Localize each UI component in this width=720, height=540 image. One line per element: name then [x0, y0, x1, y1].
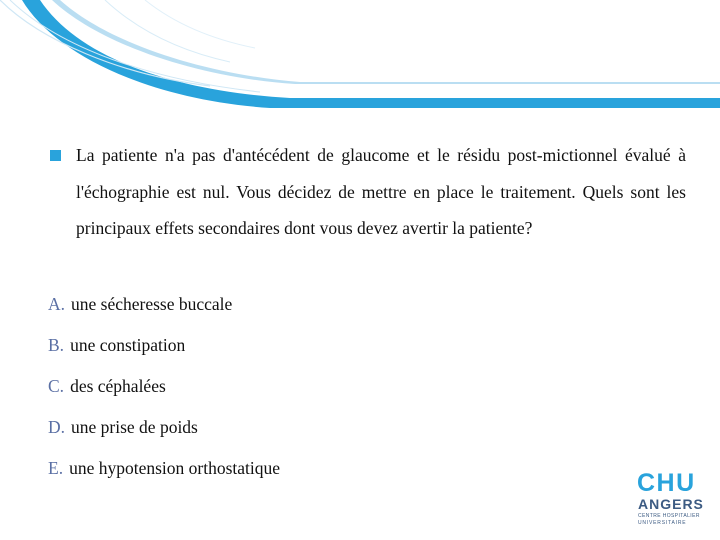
option-label: une constipation	[70, 335, 186, 355]
logo-tagline-2: UNIVERSITAIRE	[638, 520, 687, 526]
option-letter: A.	[48, 294, 66, 314]
option-letter: E.	[48, 458, 64, 478]
answer-options-list	[48, 284, 280, 489]
option-d[interactable]	[48, 407, 280, 448]
option-letter: D.	[48, 417, 66, 437]
option-b[interactable]	[48, 325, 280, 366]
logo-chu: CHU	[637, 469, 696, 497]
logo-angers: ANGERS	[638, 496, 704, 512]
question-text: La patiente n'a pas d'antécédent de glaucome et le résidu post-mictionnel évalué à l'échographie est nul. Vous décidez de mettre en place le traitement. Quels sont les principaux effets secondaires dont vous devez avertir la patiente?	[76, 145, 686, 238]
option-label: une hypotension orthostatique	[69, 458, 281, 478]
logo-tagline-1: CENTRE HOSPITALIER	[638, 513, 700, 519]
chu-angers-logo	[636, 466, 708, 526]
header-swoosh-decoration	[0, 0, 720, 115]
option-letter: C.	[48, 376, 65, 396]
option-label: une sécheresse buccale	[71, 294, 233, 314]
option-c[interactable]	[48, 366, 280, 407]
option-a[interactable]	[48, 284, 280, 325]
option-letter: B.	[48, 335, 65, 355]
option-e[interactable]	[48, 448, 280, 489]
option-label: une prise de poids	[71, 417, 198, 437]
square-bullet-icon	[50, 150, 61, 161]
option-label: des céphalées	[70, 376, 166, 396]
